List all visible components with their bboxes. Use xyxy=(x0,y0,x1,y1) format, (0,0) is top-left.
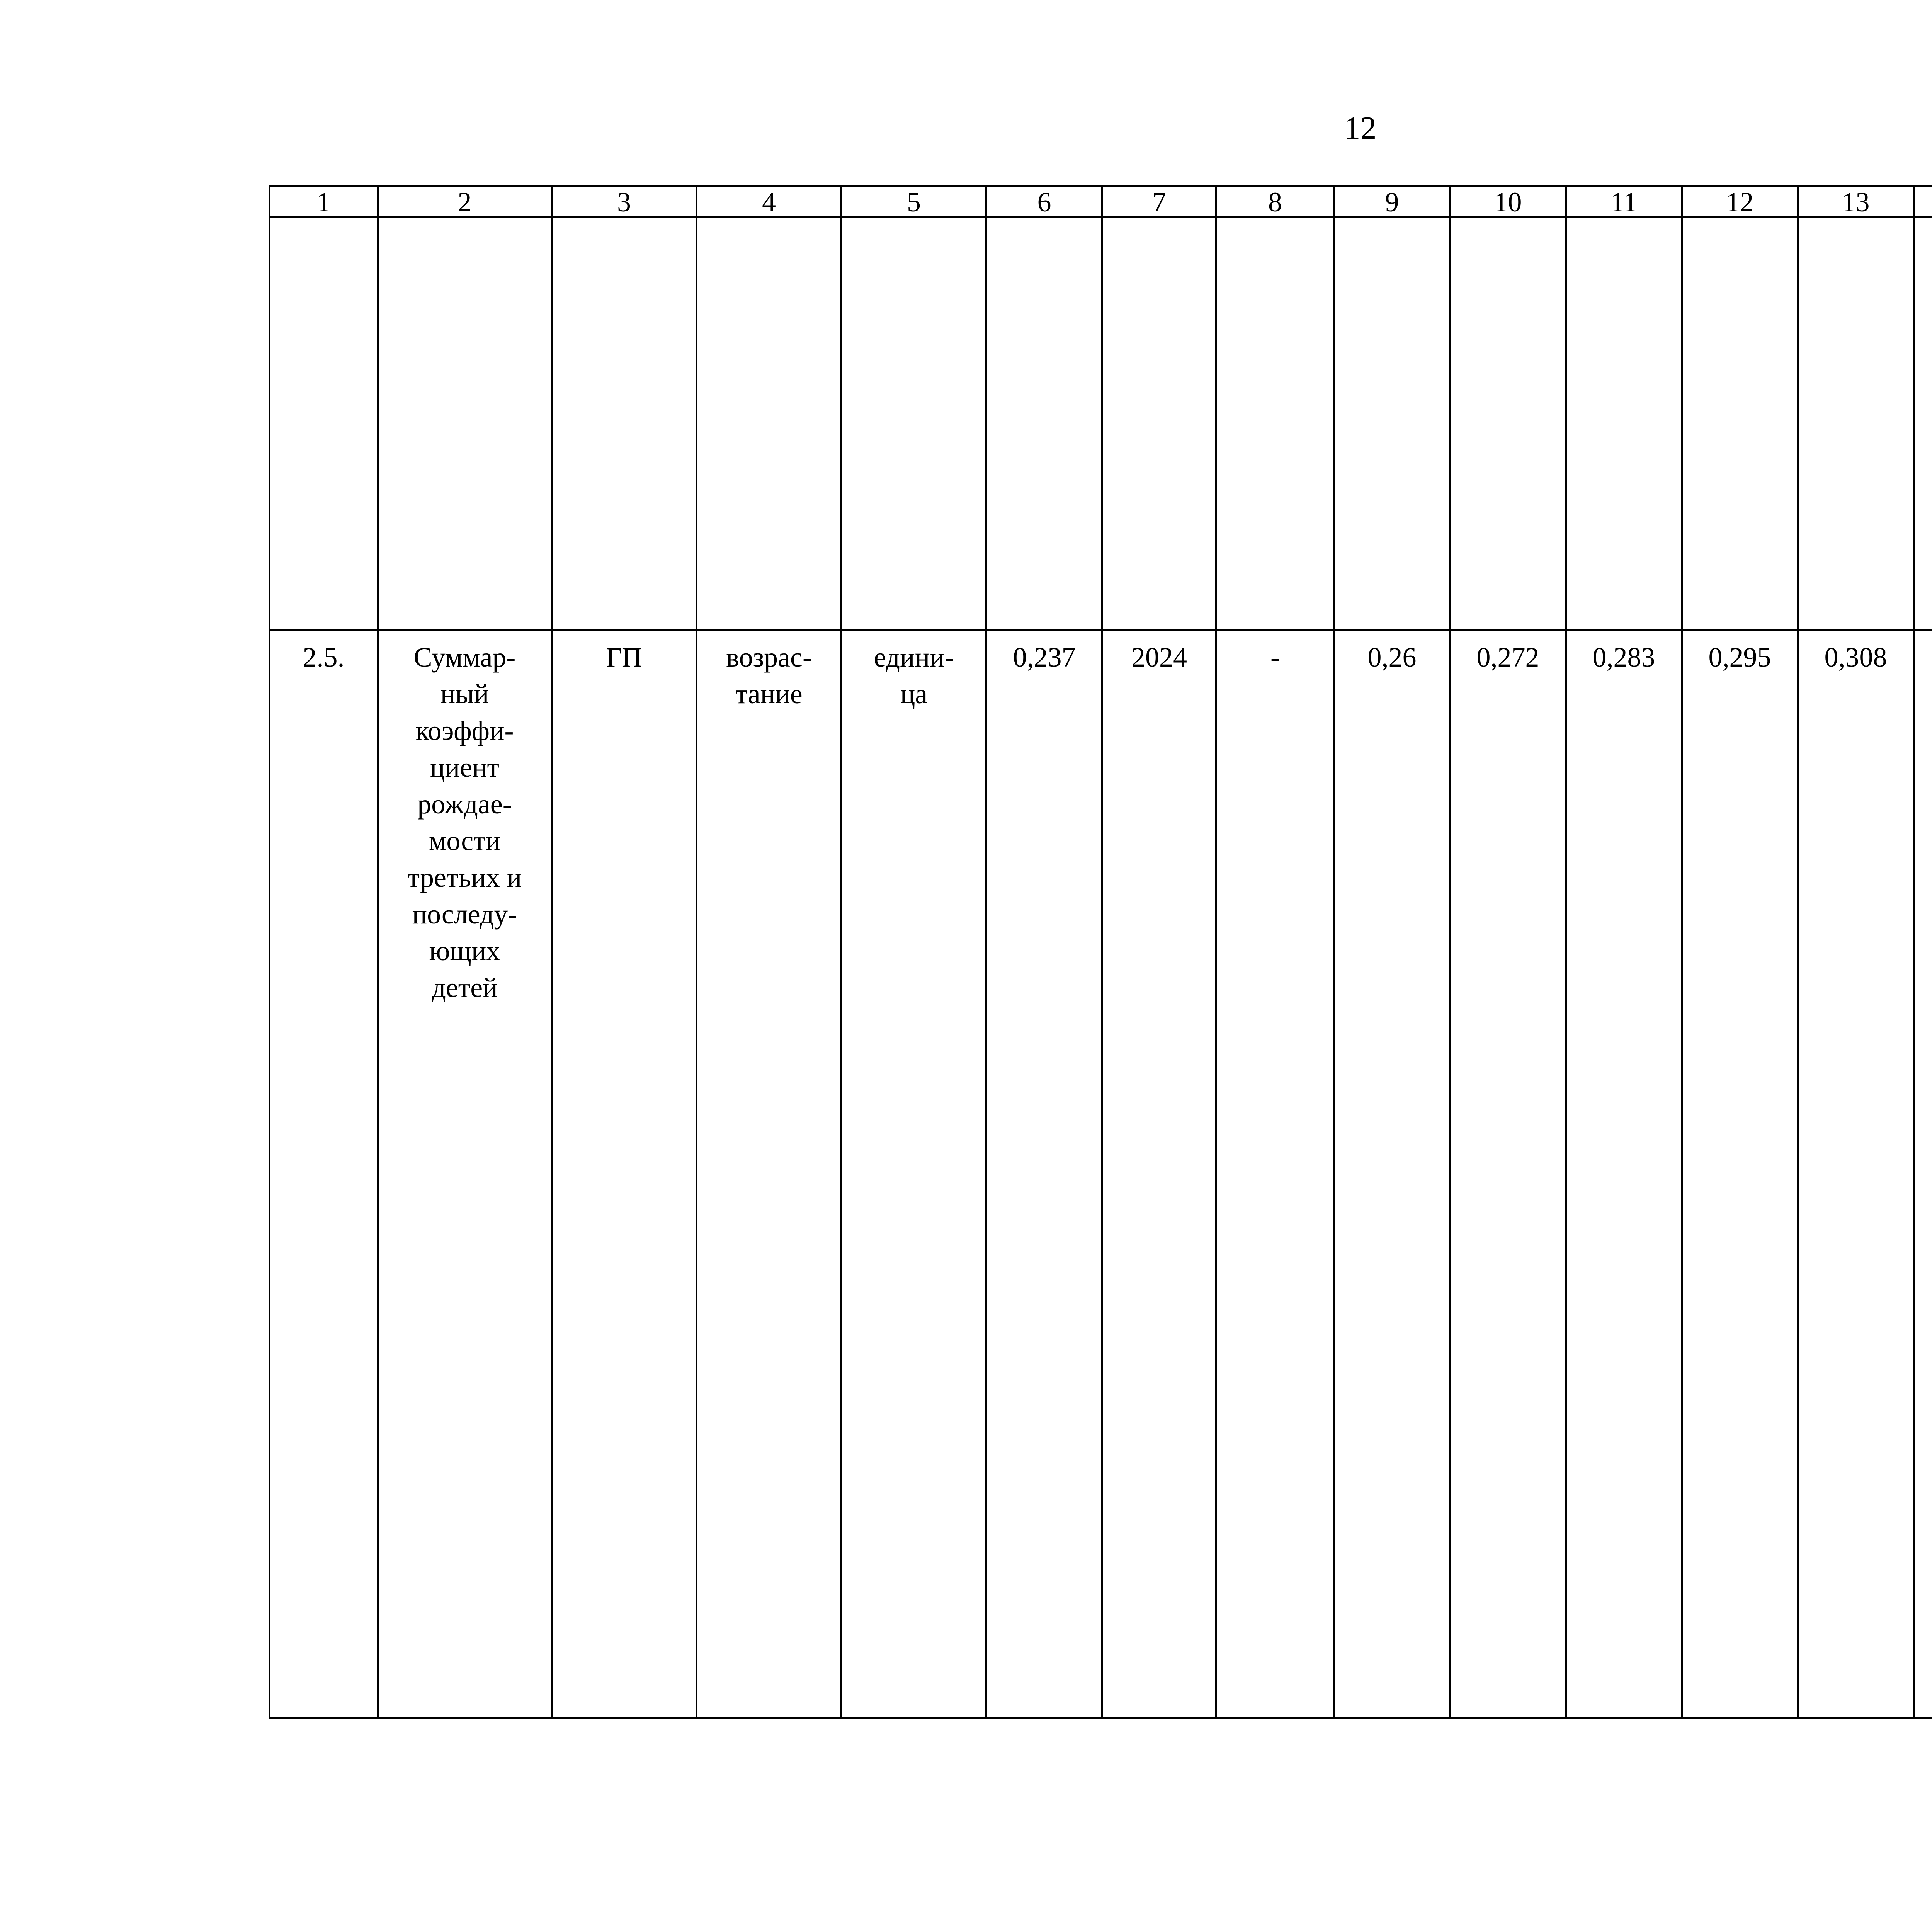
page-number: 12 xyxy=(1344,110,1377,146)
column-number: 6 xyxy=(986,187,1102,217)
column-number: 1 xyxy=(270,187,378,217)
value-cell: 0,295 xyxy=(1682,631,1798,1718)
table-cell xyxy=(697,217,842,631)
column-number: 8 xyxy=(1216,187,1334,217)
indicator-name-cell: Суммар- ный коэффи- циент рождае- мости третьих и последу- ющих детей xyxy=(378,631,552,1718)
column-number: 10 xyxy=(1450,187,1566,217)
indicator-table xyxy=(269,185,1932,1719)
table-cell xyxy=(1102,217,1216,631)
table-cell xyxy=(1334,217,1450,631)
table-cell xyxy=(1914,217,1932,631)
table-cell xyxy=(270,217,378,631)
base-value-cell: 0,237 xyxy=(986,631,1102,1718)
table-cell xyxy=(986,217,1102,631)
column-number: 7 xyxy=(1102,187,1216,217)
column-number: 3 xyxy=(552,187,697,217)
trend-cell: возрас- тание xyxy=(697,631,842,1718)
row-number-cell: 2.5. xyxy=(270,631,378,1718)
indicator-row-2-5 xyxy=(270,631,1932,1718)
value-cell: 0,272 xyxy=(1450,631,1566,1718)
column-number: 11 xyxy=(1566,187,1682,217)
column-number-row xyxy=(270,187,1932,217)
column-number: 12 xyxy=(1682,187,1798,217)
level-cell: ГП xyxy=(552,631,697,1718)
table-cell xyxy=(1216,217,1334,631)
column-number: 5 xyxy=(842,187,986,217)
table-cell xyxy=(1566,217,1682,631)
unit-cell: едини- ца xyxy=(842,631,986,1718)
table-cell xyxy=(842,217,986,631)
column-number xyxy=(1914,187,1932,217)
table-cell xyxy=(1450,217,1566,631)
table-cell xyxy=(1798,217,1914,631)
value-cell: 0,283 xyxy=(1566,631,1682,1718)
column-number: 9 xyxy=(1334,187,1450,217)
value-cell: - xyxy=(1216,631,1334,1718)
value-cell: 0,26 xyxy=(1334,631,1450,1718)
column-number: 2 xyxy=(378,187,552,217)
value-cell: 0,308 xyxy=(1798,631,1914,1718)
table-cell xyxy=(378,217,552,631)
column-number: 13 xyxy=(1798,187,1914,217)
table-cell xyxy=(1682,217,1798,631)
base-year-cell: 2024 xyxy=(1102,631,1216,1718)
table-cell xyxy=(552,217,697,631)
column-number: 4 xyxy=(697,187,842,217)
continuation-row xyxy=(270,217,1932,631)
value-cell xyxy=(1914,631,1932,1718)
